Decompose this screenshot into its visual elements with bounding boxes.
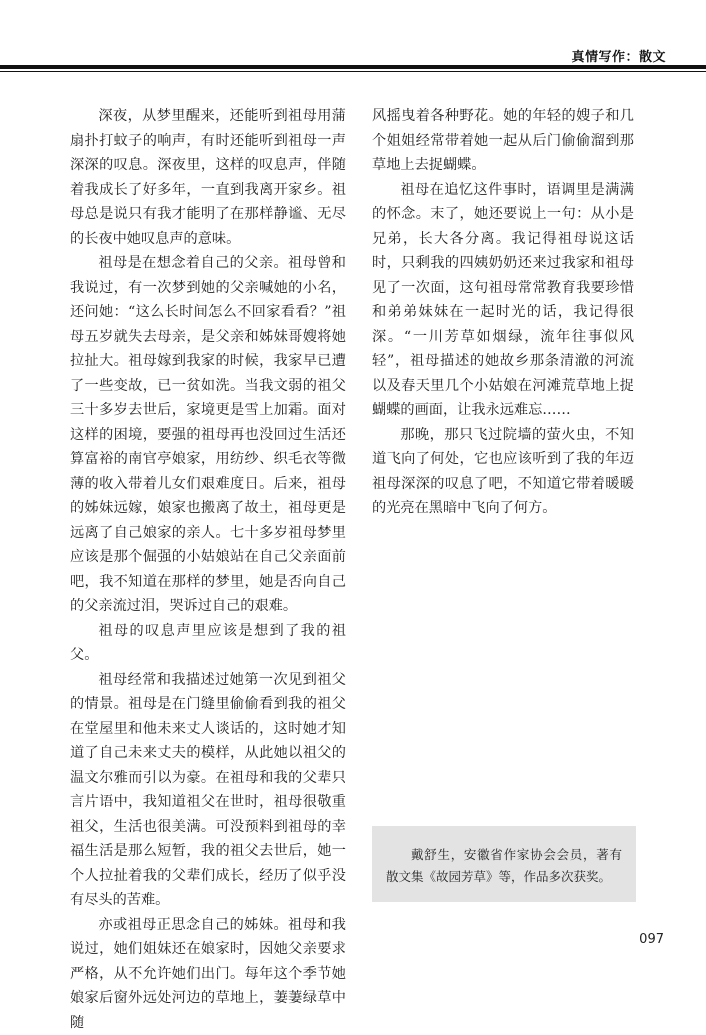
paragraph: 那晚，那只飞过院墙的萤火虫，不知道飞向了何处，它也应该听到了我的年迈祖母深深的叹息了吧，不知道它带着暖暖的光亮在黑暗中飞向了何方。 [372, 423, 634, 521]
article-left-column [70, 104, 346, 1035]
author-bio-box [372, 826, 636, 902]
paragraph: 祖母在追忆这件事时，语调里是满满的怀念。末了，她还要说上一句：从小是兄弟，长大各分离。我记得祖母说这话时，只剩我的四姨奶奶还来过我家和祖母见了一次面，这句祖母常常教育我要珍惜和弟弟妹妹在一起时光的话，我记得很深。“一川芳草如烟绿，流年往事似风轻”，祖母描述的她故乡那条清澈的河流以及春天里几个小姑娘在河滩荒草地上捉蝴蝶的画面，让我永远难忘…… [372, 178, 634, 423]
paragraph: 深夜，从梦里醒来，还能听到祖母用蒲扇扑打蚊子的响声，有时还能听到祖母一声深深的叹息。深夜里，这样的叹息声，伴随着我成长了好多年，一直到我离开家乡。祖母总是说只有我才能明了在那样静谧、无尽的长夜中她叹息声的意味。 [70, 104, 346, 251]
paragraph: 亦或祖母正思念自己的姊妹。祖母和我说过，她们姐妹还在娘家时，因她父亲要求严格，从不允许她们出门。每年这个季节她娘家后窗外远处河边的草地上，萋萋绿草中随 [70, 913, 346, 1035]
paragraph: 祖母经常和我描述过她第一次见到祖父的情景。祖母是在门缝里偷偷看到我的祖父在堂屋里和他未来丈人谈话的，这时她才知道了自己未来丈夫的模样，从此她以祖父的温文尔雅而引以为豪。在祖母和我的父辈只言片语中，我知道祖父在世时，祖母很敬重祖父，生活也很美满。可没预料到祖母的幸福生活是那么短暂，我的祖父去世后，她一个人拉扯着我的父辈们成长，经历了似乎没有尽头的苦难。 [70, 668, 346, 913]
header-rule-thick [0, 65, 706, 69]
header-rule-thin [0, 71, 706, 72]
page-header [0, 0, 706, 72]
paragraph-continuation: 风摇曳着各种野花。她的年轻的嫂子和几个姐姐经常带着她一起从后门偷偷溜到那草地上去捉蝴蝶。 [372, 104, 634, 178]
paragraph: 祖母的叹息声里应该是想到了我的祖父。 [70, 619, 346, 668]
article-right-column [372, 104, 634, 521]
page-number: 097 [639, 932, 664, 947]
author-bio: 戴舒生，安徽省作家协会会员，著有散文集《故园芳草》等，作品多次获奖。 [386, 844, 622, 888]
paragraph: 祖母是在想念着自己的父亲。祖母曾和我说过，有一次梦到她的父亲喊她的小名，还问她：“这么长时间怎么不回家看看？”祖母五岁就失去母亲，是父亲和姊妹哥嫂将她拉扯大。祖母嫁到我家的时候，我家早已遭了一些变故，已一贫如洗。当我文弱的祖父三十多岁去世后，家境更是雪上加霜。面对这样的困境，要强的祖母再也没回过生活还算富裕的南官亭娘家，用纺纱、织毛衣等微薄的收入带着儿女们艰难度日。后来，祖母的姊妹远嫁，娘家也搬离了故土，祖母更是远离了自己娘家的亲人。七十多岁祖母梦里应该是那个倔强的小姑娘站在自己父亲面前吧，我不知道在那样的梦里，她是否向自己的父亲流过泪，哭诉过自己的艰难。 [70, 251, 346, 619]
section-title: 真情写作：散文 [571, 46, 666, 65]
